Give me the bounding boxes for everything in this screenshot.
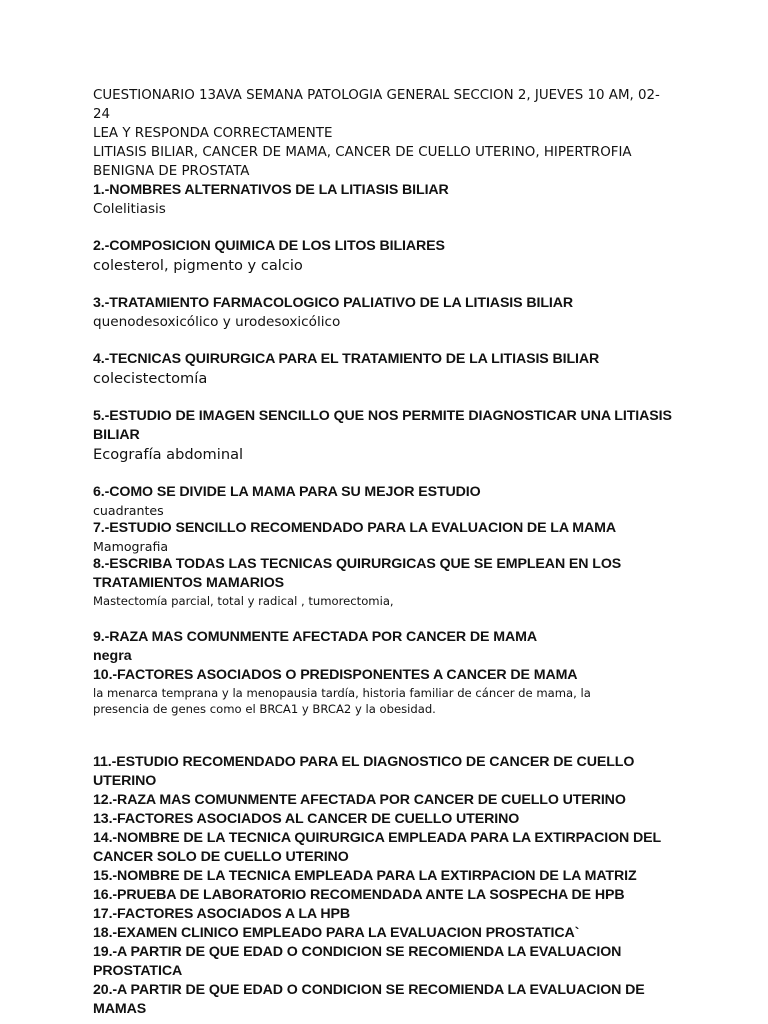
question-10: 10.-FACTORES ASOCIADOS O PREDISPONENTES A CANCER DE MAMA <box>93 667 578 683</box>
question-19-line-2: PROSTATICA <box>93 963 183 979</box>
answer-2: colesterol, pigmento y calcio <box>93 257 303 274</box>
header-topics-line-2: BENIGNA DE PROSTATA <box>93 164 250 179</box>
question-1: 1.-NOMBRES ALTERNATIVOS DE LA LITIASIS BILIAR <box>93 182 449 198</box>
question-15: 15.-NOMBRE DE LA TECNICA EMPLEADA PARA LA EXTIRPACION DE LA MATRIZ <box>93 868 637 884</box>
question-14-line-2: CANCER SOLO DE CUELLO UTERINO <box>93 849 349 865</box>
header-instructions: LEA Y RESPONDA CORRECTAMENTE <box>93 126 333 141</box>
question-7: 7.-ESTUDIO SENCILLO RECOMENDADO PARA LA EVALUACION DE LA MAMA <box>93 520 617 536</box>
question-20-line-2: MAMAS <box>93 1001 147 1017</box>
question-13: 13.-FACTORES ASOCIADOS AL CANCER DE CUELLO UTERINO <box>93 811 520 827</box>
question-14-line-1: 14.-NOMBRE DE LA TECNICA QUIRURGICA EMPLEADA PARA LA EXTIRPACION DEL <box>93 830 662 846</box>
question-18: 18.-EXAMEN CLINICO EMPLEADO PARA LA EVALUACION PROSTATICA` <box>93 925 580 941</box>
document-header <box>93 86 685 181</box>
document-page <box>93 86 685 1019</box>
answer-8: Mastectomía parcial, total y radical , tumorectomia, <box>93 594 394 608</box>
answer-10-line-1: la menarca temprana y la menopausia tardía, historia familiar de cáncer de mama, la <box>93 686 591 700</box>
question-5-line-1: 5.-ESTUDIO DE IMAGEN SENCILLO QUE NOS PERMITE DIAGNOSTICAR UNA LITIASIS <box>93 408 672 424</box>
question-2: 2.-COMPOSICION QUIMICA DE LOS LITOS BILIARES <box>93 238 445 254</box>
question-11-line-1: 11.-ESTUDIO RECOMENDADO PARA EL DIAGNOSTICO DE CANCER DE CUELLO <box>93 754 635 770</box>
question-19-line-1: 19.-A PARTIR DE QUE EDAD O CONDICION SE RECOMIENDA LA EVALUACION <box>93 944 622 960</box>
answer-3: quenodesoxicólico y urodesoxicólico <box>93 314 341 330</box>
question-6: 6.-COMO SE DIVIDE LA MAMA PARA SU MEJOR ESTUDIO <box>93 484 481 500</box>
question-17: 17.-FACTORES ASOCIADOS A LA HPB <box>93 906 351 922</box>
header-title-line-2: 24 <box>93 107 111 122</box>
question-11-line-2: UTERINO <box>93 773 157 789</box>
question-5-line-2: BILIAR <box>93 427 140 443</box>
header-title-line-1: CUESTIONARIO 13AVA SEMANA PATOLOGIA GENERAL SECCION 2, JUEVES 10 AM, 02- <box>93 88 660 103</box>
question-8-line-1: 8.-ESCRIBA TODAS LAS TECNICAS QUIRURGICAS QUE SE EMPLEAN EN LOS <box>93 556 622 572</box>
question-9: 9.-RAZA MAS COMUNMENTE AFECTADA POR CANCER DE MAMA <box>93 629 537 645</box>
answer-10-line-2: presencia de genes como el BRCA1 y BRCA2 y la obesidad. <box>93 702 436 716</box>
answer-6: cuadrantes <box>93 503 164 518</box>
answer-9: negra <box>93 648 132 664</box>
header-topics-line-1: LITIASIS BILIAR, CANCER DE MAMA, CANCER DE CUELLO UTERINO, HIPERTROFIA <box>93 145 632 160</box>
question-3: 3.-TRATAMIENTO FARMACOLOGICO PALIATIVO DE LA LITIASIS BILIAR <box>93 295 574 311</box>
question-8-line-2: TRATAMIENTOS MAMARIOS <box>93 575 284 591</box>
question-12: 12.-RAZA MAS COMUNMENTE AFECTADA POR CANCER DE CUELLO UTERINO <box>93 792 626 808</box>
question-16: 16.-PRUEBA DE LABORATORIO RECOMENDADA ANTE LA SOSPECHA DE HPB <box>93 887 625 903</box>
answer-1: Colelitiasis <box>93 201 166 217</box>
question-20-line-1: 20.-A PARTIR DE QUE EDAD O CONDICION SE RECOMIENDA LA EVALUACION DE <box>93 982 645 998</box>
answer-7: Mamografia <box>93 539 169 554</box>
question-4: 4.-TECNICAS QUIRURGICA PARA EL TRATAMIENTO DE LA LITIASIS BILIAR <box>93 351 600 367</box>
answer-5: Ecografía abdominal <box>93 446 244 463</box>
answer-4: colecistectomía <box>93 370 208 387</box>
